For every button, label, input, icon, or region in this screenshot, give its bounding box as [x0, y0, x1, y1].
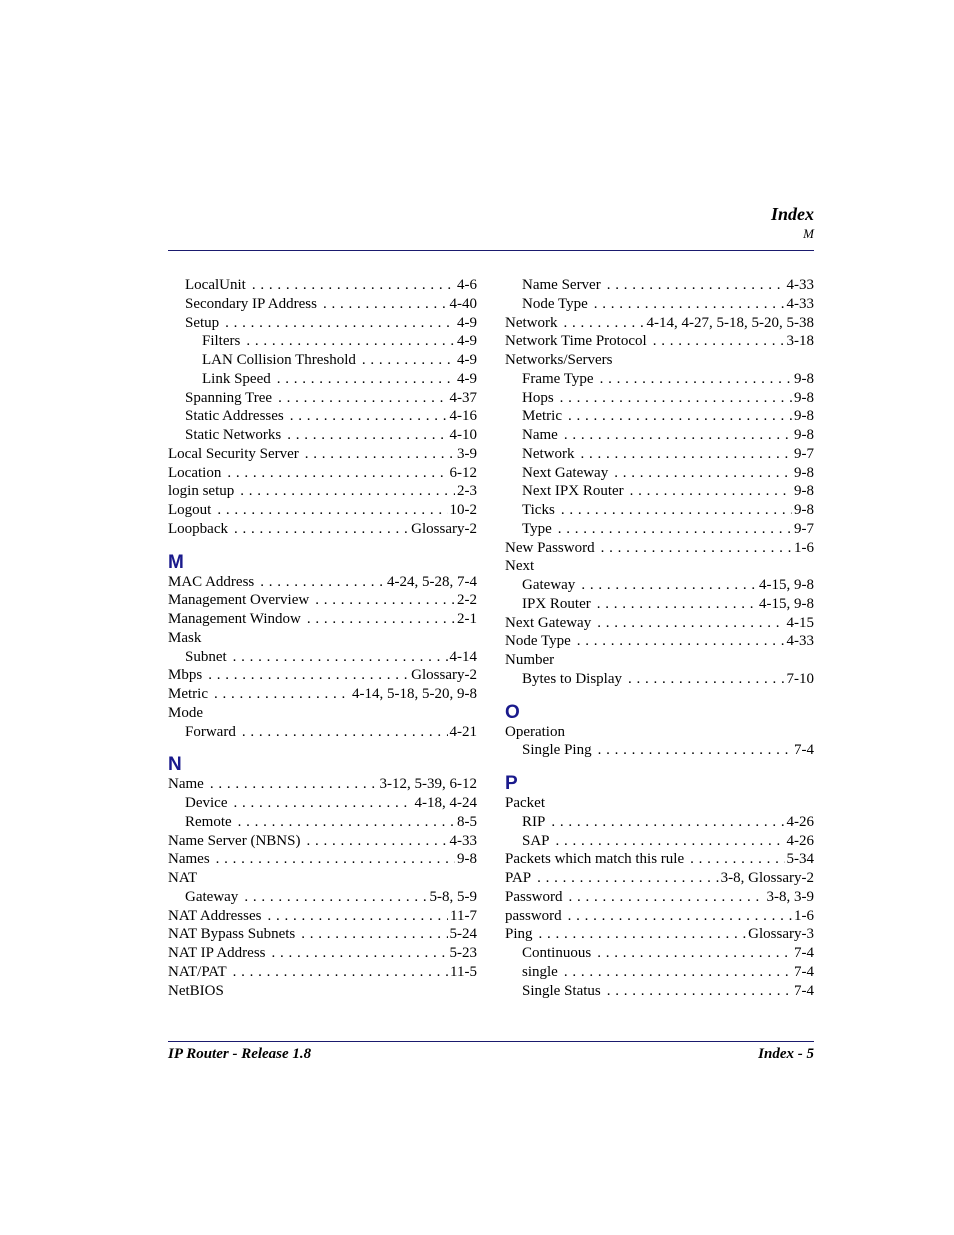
- page-footer: [168, 1046, 814, 1063]
- index-page-refs: 4-14, 5-18, 5-20, 9-8: [352, 686, 477, 702]
- index-entry: [505, 813, 814, 832]
- index-term: Network: [505, 314, 558, 331]
- index-term: Metric: [168, 686, 208, 702]
- index-page-refs: 4-9: [457, 314, 477, 331]
- index-entry: [505, 670, 814, 689]
- dot-leader: [260, 573, 385, 592]
- index-term: Mbps: [168, 667, 203, 684]
- dot-leader: [597, 944, 792, 963]
- index-entry: [168, 610, 477, 629]
- index-term: Ping: [505, 926, 533, 943]
- index-term: Mask: [168, 629, 202, 646]
- dot-leader: [362, 351, 455, 370]
- index-entry: [505, 351, 814, 370]
- index-entry: [505, 464, 814, 483]
- index-term: Local Security Server: [168, 445, 299, 462]
- index-term: Name Server (NBNS): [168, 832, 301, 849]
- index-entry: [168, 666, 477, 685]
- index-term: Loopback: [168, 520, 228, 537]
- index-entry: [168, 591, 477, 610]
- index-term: Single Status: [522, 982, 601, 999]
- index-term: Forward: [185, 723, 236, 740]
- index-entry: [168, 351, 477, 370]
- index-term: Frame Type: [522, 370, 594, 387]
- index-term: Bytes to Display: [522, 670, 622, 687]
- index-term: New Password: [505, 539, 595, 556]
- index-entry: [168, 963, 477, 982]
- index-page-refs: 9-8: [794, 370, 814, 387]
- index-page-refs: 7-4: [794, 945, 814, 961]
- index-page-refs: 4-9: [457, 370, 477, 387]
- index-page-refs: 4-26: [786, 832, 814, 849]
- dot-leader: [628, 670, 785, 689]
- index-term: Single Ping: [522, 742, 592, 759]
- index-page-refs: 11-5: [450, 963, 477, 980]
- index-entry: [168, 925, 477, 944]
- index-page-refs: 3-9: [457, 445, 477, 462]
- header-section-letter: M: [803, 226, 814, 241]
- index-entry: [168, 295, 477, 314]
- dot-leader: [561, 501, 792, 520]
- index-entry: [505, 557, 814, 576]
- index-entry: [505, 832, 814, 851]
- index-entry: [168, 426, 477, 445]
- index-term: Name: [168, 776, 204, 793]
- index-entry: [505, 614, 814, 633]
- index-term: password: [505, 907, 562, 924]
- dot-leader: [568, 907, 792, 926]
- dot-leader: [225, 314, 455, 333]
- index-entry: [168, 944, 477, 963]
- index-page-refs: 4-15, 9-8: [759, 577, 814, 593]
- index-page-refs: 4-10: [449, 427, 477, 443]
- dot-leader: [569, 888, 765, 907]
- index-term: Next Gateway: [505, 614, 592, 631]
- index-entry: [505, 963, 814, 982]
- dot-leader: [323, 295, 448, 314]
- dot-leader: [690, 850, 784, 869]
- footer-page-number: Index - 5: [758, 1046, 814, 1062]
- index-term: Static Networks: [185, 427, 282, 443]
- index-entry: [505, 370, 814, 389]
- dot-leader: [551, 813, 784, 832]
- dot-leader: [246, 332, 455, 351]
- index-term: login setup: [168, 483, 235, 500]
- index-entry: [168, 685, 477, 704]
- dot-leader: [240, 482, 455, 501]
- dot-leader: [537, 869, 719, 888]
- dot-leader: [564, 963, 792, 982]
- index-page-refs: 9-8: [794, 502, 814, 518]
- index-entry: [505, 888, 814, 907]
- index-entry: [505, 407, 814, 426]
- dot-leader: [287, 426, 447, 445]
- index-entry: [168, 407, 477, 426]
- dot-leader: [598, 741, 792, 760]
- index-entry: [168, 888, 477, 907]
- index-term: Next: [505, 558, 535, 575]
- index-entry: [505, 723, 814, 742]
- index-term: MAC Address: [168, 573, 255, 590]
- index-term: Operation: [505, 723, 565, 740]
- section-letter-heading: P: [505, 773, 518, 794]
- index-page-refs: 4-15, 9-8: [759, 595, 814, 612]
- index-entry: [505, 925, 814, 944]
- index-term: Static Addresses: [185, 408, 284, 425]
- index-page-refs: 9-8: [457, 851, 477, 868]
- dot-leader: [601, 539, 792, 558]
- index-page-refs: 4-33: [786, 633, 814, 650]
- index-term: IPX Router: [522, 595, 591, 612]
- index-page-refs: 9-7: [794, 520, 814, 537]
- index-entry: [168, 832, 477, 851]
- index-entry: [168, 482, 477, 501]
- dot-leader: [607, 982, 792, 1001]
- index-term: single: [522, 963, 558, 980]
- index-term: Node Type: [522, 295, 588, 312]
- index-entry: [505, 944, 814, 963]
- dot-leader: [560, 389, 792, 408]
- dot-leader: [306, 832, 447, 851]
- index-term: Type: [522, 520, 552, 537]
- index-entry: [168, 501, 477, 520]
- index-term: Link Speed: [202, 370, 271, 387]
- dot-leader: [653, 332, 785, 351]
- index-entry: [168, 276, 477, 295]
- dot-leader: [581, 445, 793, 464]
- index-term: Next Gateway: [522, 464, 609, 481]
- index-entry: [168, 723, 477, 742]
- index-term: Logout: [168, 502, 212, 518]
- index-term: Packets which match this rule: [505, 851, 685, 868]
- index-page-refs: 6-12: [449, 464, 477, 481]
- index-entry: [168, 869, 477, 888]
- dot-leader: [278, 389, 447, 408]
- index-entry: [505, 741, 814, 760]
- index-page-refs: 1-6: [794, 907, 814, 924]
- index-page-refs: 4-33: [786, 277, 814, 293]
- index-entry: [505, 426, 814, 445]
- index-term: Packet: [505, 795, 545, 811]
- index-page-refs: 4-37: [449, 389, 477, 406]
- index-page-refs: 8-5: [457, 813, 477, 830]
- dot-leader: [597, 595, 757, 614]
- index-page-refs: 9-8: [794, 483, 814, 500]
- index-term: NAT IP Address: [168, 945, 266, 961]
- index-page-refs: 4-15: [786, 614, 814, 631]
- index-term: Node Type: [505, 633, 571, 650]
- index-term: Secondary IP Address: [185, 295, 317, 312]
- index-entry: [505, 520, 814, 539]
- dot-leader: [539, 925, 747, 944]
- index-page-refs: 4-16: [449, 408, 477, 425]
- index-entry: [168, 389, 477, 408]
- index-entry: [505, 295, 814, 314]
- index-entry: [505, 869, 814, 888]
- index-page-refs: 9-8: [794, 427, 814, 443]
- index-entry: [505, 907, 814, 926]
- index-term: PAP: [505, 870, 532, 886]
- index-page-refs: 7-10: [786, 670, 814, 687]
- dot-leader: [208, 666, 409, 685]
- index-entry: [505, 276, 814, 295]
- index-term: Management Window: [168, 611, 301, 627]
- index-page-refs: 4-9: [457, 352, 477, 368]
- index-entry: [505, 794, 814, 813]
- index-page-refs: 4-14, 4-27, 5-18, 5-20, 5-38: [646, 314, 814, 331]
- index-entry: [505, 595, 814, 614]
- index-page-refs: 7-4: [794, 742, 814, 759]
- section-letter-heading: M: [168, 551, 184, 573]
- index-entry: [505, 850, 814, 869]
- index-term: NAT Addresses: [168, 907, 262, 924]
- index-page-refs: 4-40: [449, 295, 477, 312]
- dot-leader: [597, 614, 784, 633]
- dot-leader: [233, 963, 448, 982]
- index-entry: [505, 482, 814, 501]
- section-letter-heading: N: [168, 754, 182, 776]
- index-page-refs: 9-8: [794, 408, 814, 425]
- index-page-refs: 7-4: [794, 963, 814, 980]
- index-page-refs: Glossary-3: [748, 926, 814, 943]
- index-entry: [505, 982, 814, 1001]
- index-term: Password: [505, 888, 563, 905]
- index-term: Network: [522, 445, 575, 462]
- index-page-refs: 9-7: [794, 445, 814, 462]
- header-rule: [168, 250, 814, 251]
- index-page-refs: 1-6: [794, 539, 814, 556]
- dot-leader: [558, 520, 792, 539]
- index-page-refs: 4-33: [449, 832, 477, 849]
- index-term: Gateway: [522, 577, 576, 593]
- dot-leader: [210, 775, 378, 794]
- index-term: Names: [168, 851, 210, 868]
- index-entry: [168, 573, 477, 592]
- index-term: Mode: [168, 704, 203, 721]
- dot-leader: [301, 925, 447, 944]
- index-page-refs: 4-6: [457, 277, 477, 293]
- index-entry: [168, 464, 477, 483]
- index-term: Location: [168, 464, 222, 481]
- index-term: NAT Bypass Subnets: [168, 926, 296, 943]
- dot-leader: [607, 276, 785, 295]
- dot-leader: [581, 576, 757, 595]
- dot-leader: [305, 445, 455, 464]
- index-page-refs: 5-34: [786, 851, 814, 868]
- dot-leader: [577, 632, 785, 651]
- index-term: Continuous: [522, 945, 592, 961]
- index-page-refs: 4-24, 5-28, 7-4: [387, 573, 477, 590]
- index-term: RIP: [522, 813, 546, 830]
- index-page-refs: 2-2: [457, 592, 477, 609]
- dot-leader: [242, 723, 448, 742]
- dot-leader: [233, 794, 412, 813]
- index-term: Filters: [202, 333, 241, 350]
- index-entry: [168, 445, 477, 464]
- index-term: Setup: [185, 314, 220, 331]
- index-page-refs: 4-33: [786, 295, 814, 312]
- index-entry: [505, 632, 814, 651]
- dot-leader: [568, 407, 792, 426]
- index-term: Subnet: [185, 648, 227, 665]
- index-term: SAP: [522, 832, 550, 849]
- index-term: Hops: [522, 389, 554, 406]
- index-entry: [168, 850, 477, 869]
- dot-leader: [564, 426, 792, 445]
- dot-leader: [227, 464, 447, 483]
- index-entry: [505, 314, 814, 333]
- index-entry: [168, 982, 477, 1001]
- dot-leader: [217, 501, 447, 520]
- dot-leader: [267, 907, 448, 926]
- index-entry: [505, 576, 814, 595]
- index-column-right: [505, 276, 814, 1000]
- index-page-refs: 3-12, 5-39, 6-12: [379, 776, 477, 793]
- index-entry: [505, 445, 814, 464]
- header-title: Index: [770, 204, 814, 224]
- dot-leader: [594, 295, 785, 314]
- section-letter-heading: O: [505, 701, 520, 723]
- index-page-refs: 9-8: [794, 389, 814, 406]
- index-term: Next IPX Router: [522, 483, 624, 500]
- index-page-refs: 7-4: [794, 982, 814, 999]
- index-page-refs: 2-3: [457, 483, 477, 500]
- page-header: [168, 203, 814, 243]
- dot-leader: [272, 944, 448, 963]
- index-page-refs: 3-8, Glossary-2: [720, 870, 814, 886]
- index-entry: [168, 520, 477, 539]
- index-entry: [168, 314, 477, 333]
- index-term: NAT/PAT: [168, 963, 227, 980]
- dot-leader: [600, 370, 792, 389]
- dot-leader: [252, 276, 455, 295]
- dot-leader: [564, 314, 645, 333]
- index-page-refs: 9-8: [794, 464, 814, 481]
- dot-leader: [216, 850, 455, 869]
- index-page-refs: 5-23: [449, 945, 477, 961]
- footer-document-title: IP Router - Release 1.8: [168, 1046, 312, 1062]
- index-entry: [168, 648, 477, 667]
- index-page-refs: 4-18, 4-24: [414, 795, 477, 811]
- dot-leader: [238, 813, 455, 832]
- index-term: Number: [505, 652, 555, 668]
- dot-leader: [244, 888, 427, 907]
- index-page-refs: 4-26: [786, 813, 814, 830]
- index-term: Management Overview: [168, 592, 310, 609]
- dot-leader: [307, 610, 455, 629]
- footer-rule: [168, 1041, 814, 1042]
- dot-leader: [233, 648, 448, 667]
- index-entry: [168, 629, 477, 648]
- index-entry: [168, 775, 477, 794]
- index-term: Spanning Tree: [185, 389, 273, 406]
- index-term: NetBIOS: [168, 982, 224, 999]
- index-entry: [168, 794, 477, 813]
- dot-leader: [290, 407, 448, 426]
- index-entry: [505, 389, 814, 408]
- index-entry: [505, 501, 814, 520]
- index-term: NAT: [168, 870, 198, 886]
- index-term: Metric: [522, 408, 562, 425]
- index-entry: [505, 651, 814, 670]
- dot-leader: [234, 520, 409, 539]
- index-term: Networks/Servers: [505, 352, 613, 368]
- index-entry: [505, 332, 814, 351]
- index-term: Remote: [185, 813, 232, 830]
- dot-leader: [277, 370, 455, 389]
- index-page-refs: 4-21: [449, 723, 477, 740]
- index-page-refs: 3-8, 3-9: [766, 888, 814, 905]
- index-page-refs: 5-8, 5-9: [429, 888, 477, 905]
- index-page-refs: 2-1: [457, 611, 477, 627]
- dot-leader: [614, 464, 792, 483]
- index-entry: [168, 370, 477, 389]
- index-page-refs: 4-14: [449, 648, 477, 665]
- dot-leader: [214, 685, 350, 704]
- index-page-refs: 10-2: [449, 502, 477, 518]
- index-page-refs: 4-9: [457, 333, 477, 350]
- dot-leader: [315, 591, 455, 610]
- dot-leader: [556, 832, 785, 851]
- index-term: LocalUnit: [185, 277, 246, 293]
- index-term: Network Time Protocol: [505, 333, 647, 350]
- index-term: Name: [522, 427, 558, 443]
- index-page-refs: 11-7: [450, 907, 477, 924]
- index-term: Gateway: [185, 888, 239, 905]
- index-page-refs: 3-18: [786, 333, 814, 350]
- index-entry: [505, 539, 814, 558]
- index-term: Device: [185, 795, 228, 811]
- index-entry: [168, 332, 477, 351]
- index-page-refs: Glossary-2: [411, 520, 477, 537]
- index-term: Ticks: [522, 502, 555, 518]
- index-entry: [168, 907, 477, 926]
- index-term: Name Server: [522, 277, 601, 293]
- index-term: LAN Collision Threshold: [202, 352, 356, 368]
- index-column-left: [168, 276, 477, 1000]
- index-entry: [168, 813, 477, 832]
- dot-leader: [630, 482, 792, 501]
- index-entry: [168, 704, 477, 723]
- index-page-refs: 5-24: [449, 926, 477, 943]
- index-page-refs: Glossary-2: [411, 667, 477, 684]
